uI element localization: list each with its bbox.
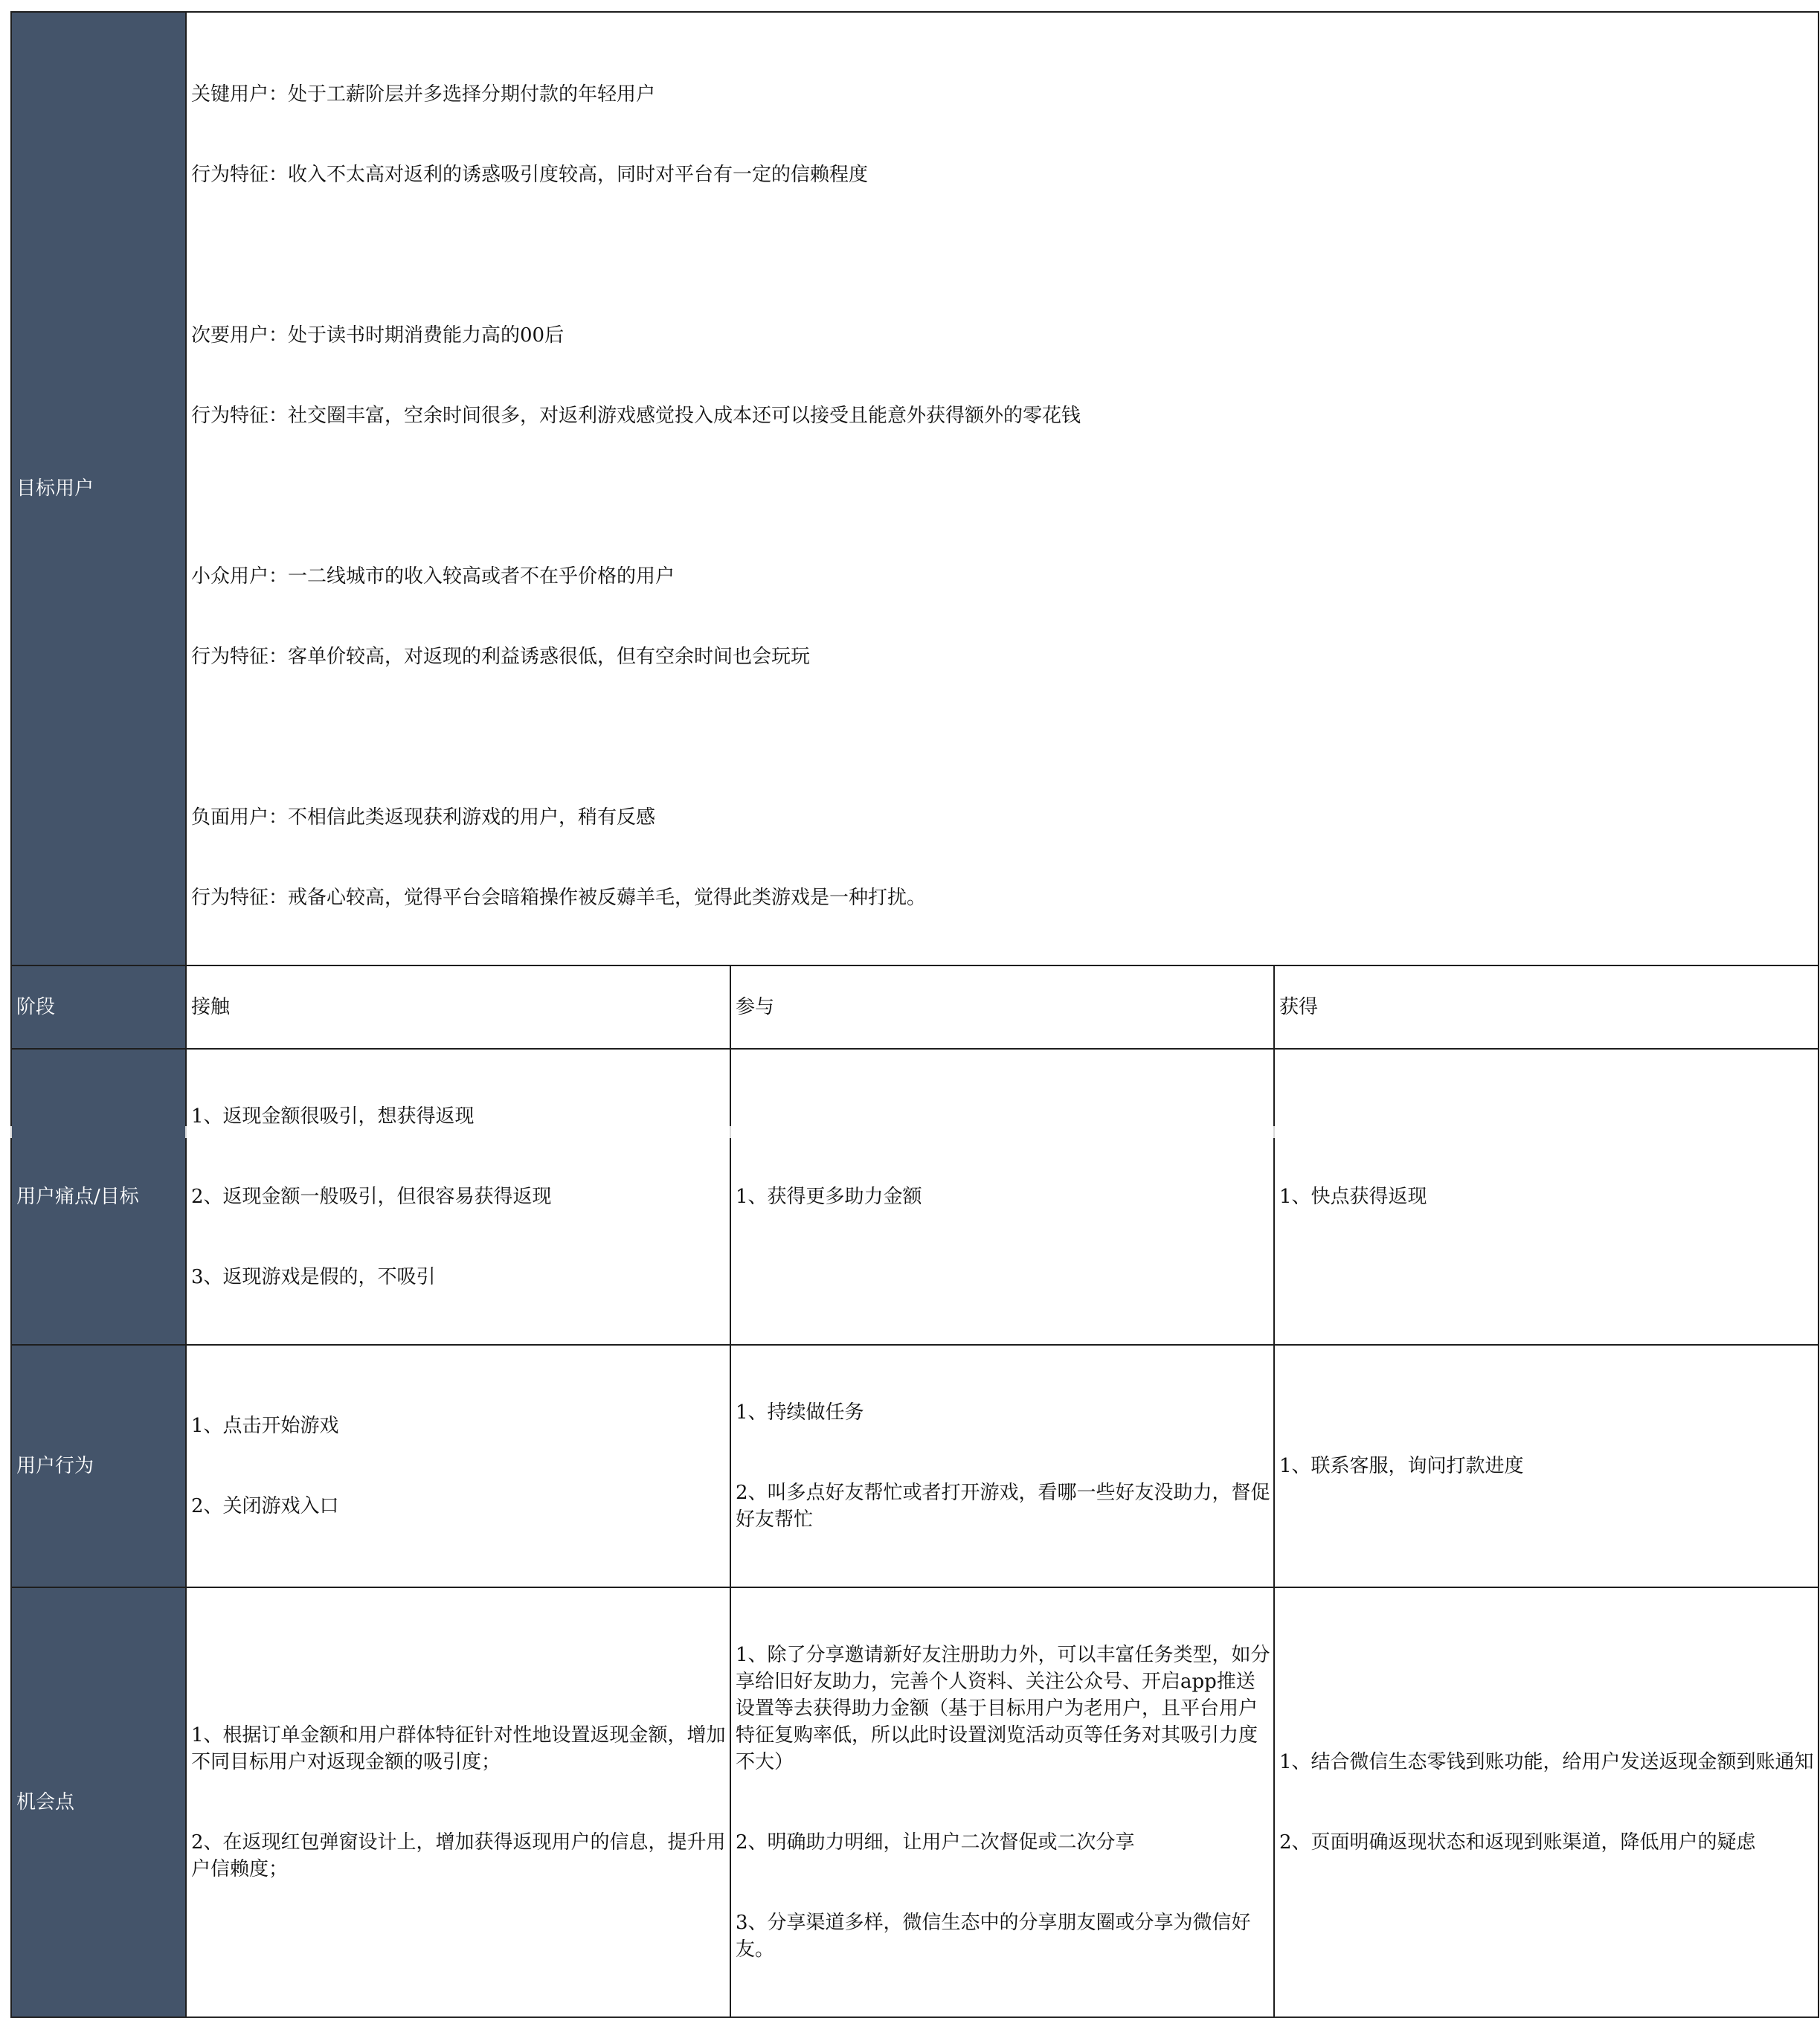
opportunity-contact-line: 1、根据订单金额和用户群体特征针对性地设置返现金额，增加不同目标用户对返现金额的吸引度； [191,1724,726,1773]
secondary-user-text: 次要用户：处于读书时期消费能力高的00后 [191,324,565,347]
opportunity-participate-line: 1、除了分享邀请新好友注册助力外，可以丰富任务类型，如分享给旧好友助力，完善个人资料、关注公众号、开启app推送设置等去获得助力金额（基于目标用户为老用户，且平台用户特征复购率低，所以此时设置浏览活动页等任务对其吸引力度不大） [736,1644,1270,1773]
negative-user-text: 负面用户：不相信此类返现获利游戏的用户，稍有反感 [191,806,656,829]
header-target-users[interactable]: 目标用户 [11,12,186,965]
stage-obtain[interactable]: 获得 [1274,965,1819,1049]
opportunity-participate-cell[interactable] [730,1587,1274,2017]
pain-obtain-cell[interactable] [1274,1049,1819,1345]
niche-user-text: 小众用户：一二线城市的收入较高或者不在乎价格的用户 [191,565,675,588]
opportunity-obtain-line: 1、结合微信生态零钱到账功能，给用户发送返现金额到账通知 [1279,1751,1814,1773]
row-pain-points [11,1049,1819,1345]
stage-participate[interactable]: 参与 [730,965,1274,1049]
opportunity-participate-line: 2、明确助力明细，让用户二次督促或二次分享 [736,1831,1135,1854]
stage-contact[interactable]: 接触 [186,965,730,1049]
row-stage [11,965,1819,1049]
header-behavior[interactable]: 用户行为 [11,1345,186,1587]
opportunity-obtain-line: 2、页面明确返现状态和返现到账渠道，降低用户的疑虑 [1279,1831,1756,1854]
behavior-participate-line: 2、叫多点好友帮忙或者打开游戏，看哪一些好友没助力，督促好友帮忙 [736,1482,1270,1531]
header-pain-points[interactable]: 用户痛点/目标 [11,1049,186,1345]
opportunity-contact-line: 2、在返现红包弹窗设计上，增加获得返现用户的信息，提升用户信赖度； [191,1831,726,1880]
row-behavior [11,1345,1819,1587]
row-opportunity [11,1587,1819,2017]
behavior-participate-line: 1、持续做任务 [736,1401,864,1424]
header-stage[interactable]: 阶段 [11,965,186,1049]
behavior-obtain-line: 1、联系客服，询问打款进度 [1279,1455,1524,1477]
behavior-participate-cell[interactable] [730,1345,1274,1587]
cell-target-users[interactable] [186,12,1819,965]
pain-contact-line: 1、返现金额很吸引，想获得返现 [191,1105,475,1128]
pain-contact-cell[interactable] [186,1049,730,1345]
behavior-contact-line: 1、点击开始游戏 [191,1415,339,1437]
pain-obtain-line: 1、快点获得返现 [1279,1186,1427,1208]
header-opportunity[interactable]: 机会点 [11,1587,186,2017]
opportunity-obtain-cell[interactable] [1274,1587,1819,2017]
next-row-gridlines [10,1126,1819,1138]
pain-contact-line: 3、返现游戏是假的，不吸引 [191,1266,436,1288]
pain-participate-cell[interactable] [730,1049,1274,1345]
journey-table [10,11,1819,2018]
key-user-trait: 行为特征：收入不太高对返利的诱惑吸引度较高，同时对平台有一定的信赖程度 [191,164,869,186]
behavior-contact-cell[interactable] [186,1345,730,1587]
key-user-text: 关键用户：处于工薪阶层并多选择分期付款的年轻用户 [191,83,656,106]
pain-participate-line: 1、获得更多助力金额 [736,1186,922,1208]
negative-user-trait: 行为特征：戒备心较高，觉得平台会暗箱操作被反薅羊毛，觉得此类游戏是一种打扰。 [191,887,927,909]
opportunity-contact-cell[interactable] [186,1587,730,2017]
pain-contact-line: 2、返现金额一般吸引，但很容易获得返现 [191,1186,552,1208]
secondary-user-trait: 行为特征：社交圈丰富，空余时间很多，对返利游戏感觉投入成本还可以接受且能意外获得额外的零花钱 [191,405,1081,427]
behavior-contact-line: 2、关闭游戏入口 [191,1495,339,1517]
row-target-users [11,12,1819,965]
opportunity-participate-line: 3、分享渠道多样，微信生态中的分享朋友圈或分享为微信好友。 [736,1912,1251,1961]
niche-user-trait: 行为特征：客单价较高，对返现的利益诱惑很低，但有空余时间也会玩玩 [191,646,811,668]
behavior-obtain-cell[interactable] [1274,1345,1819,1587]
